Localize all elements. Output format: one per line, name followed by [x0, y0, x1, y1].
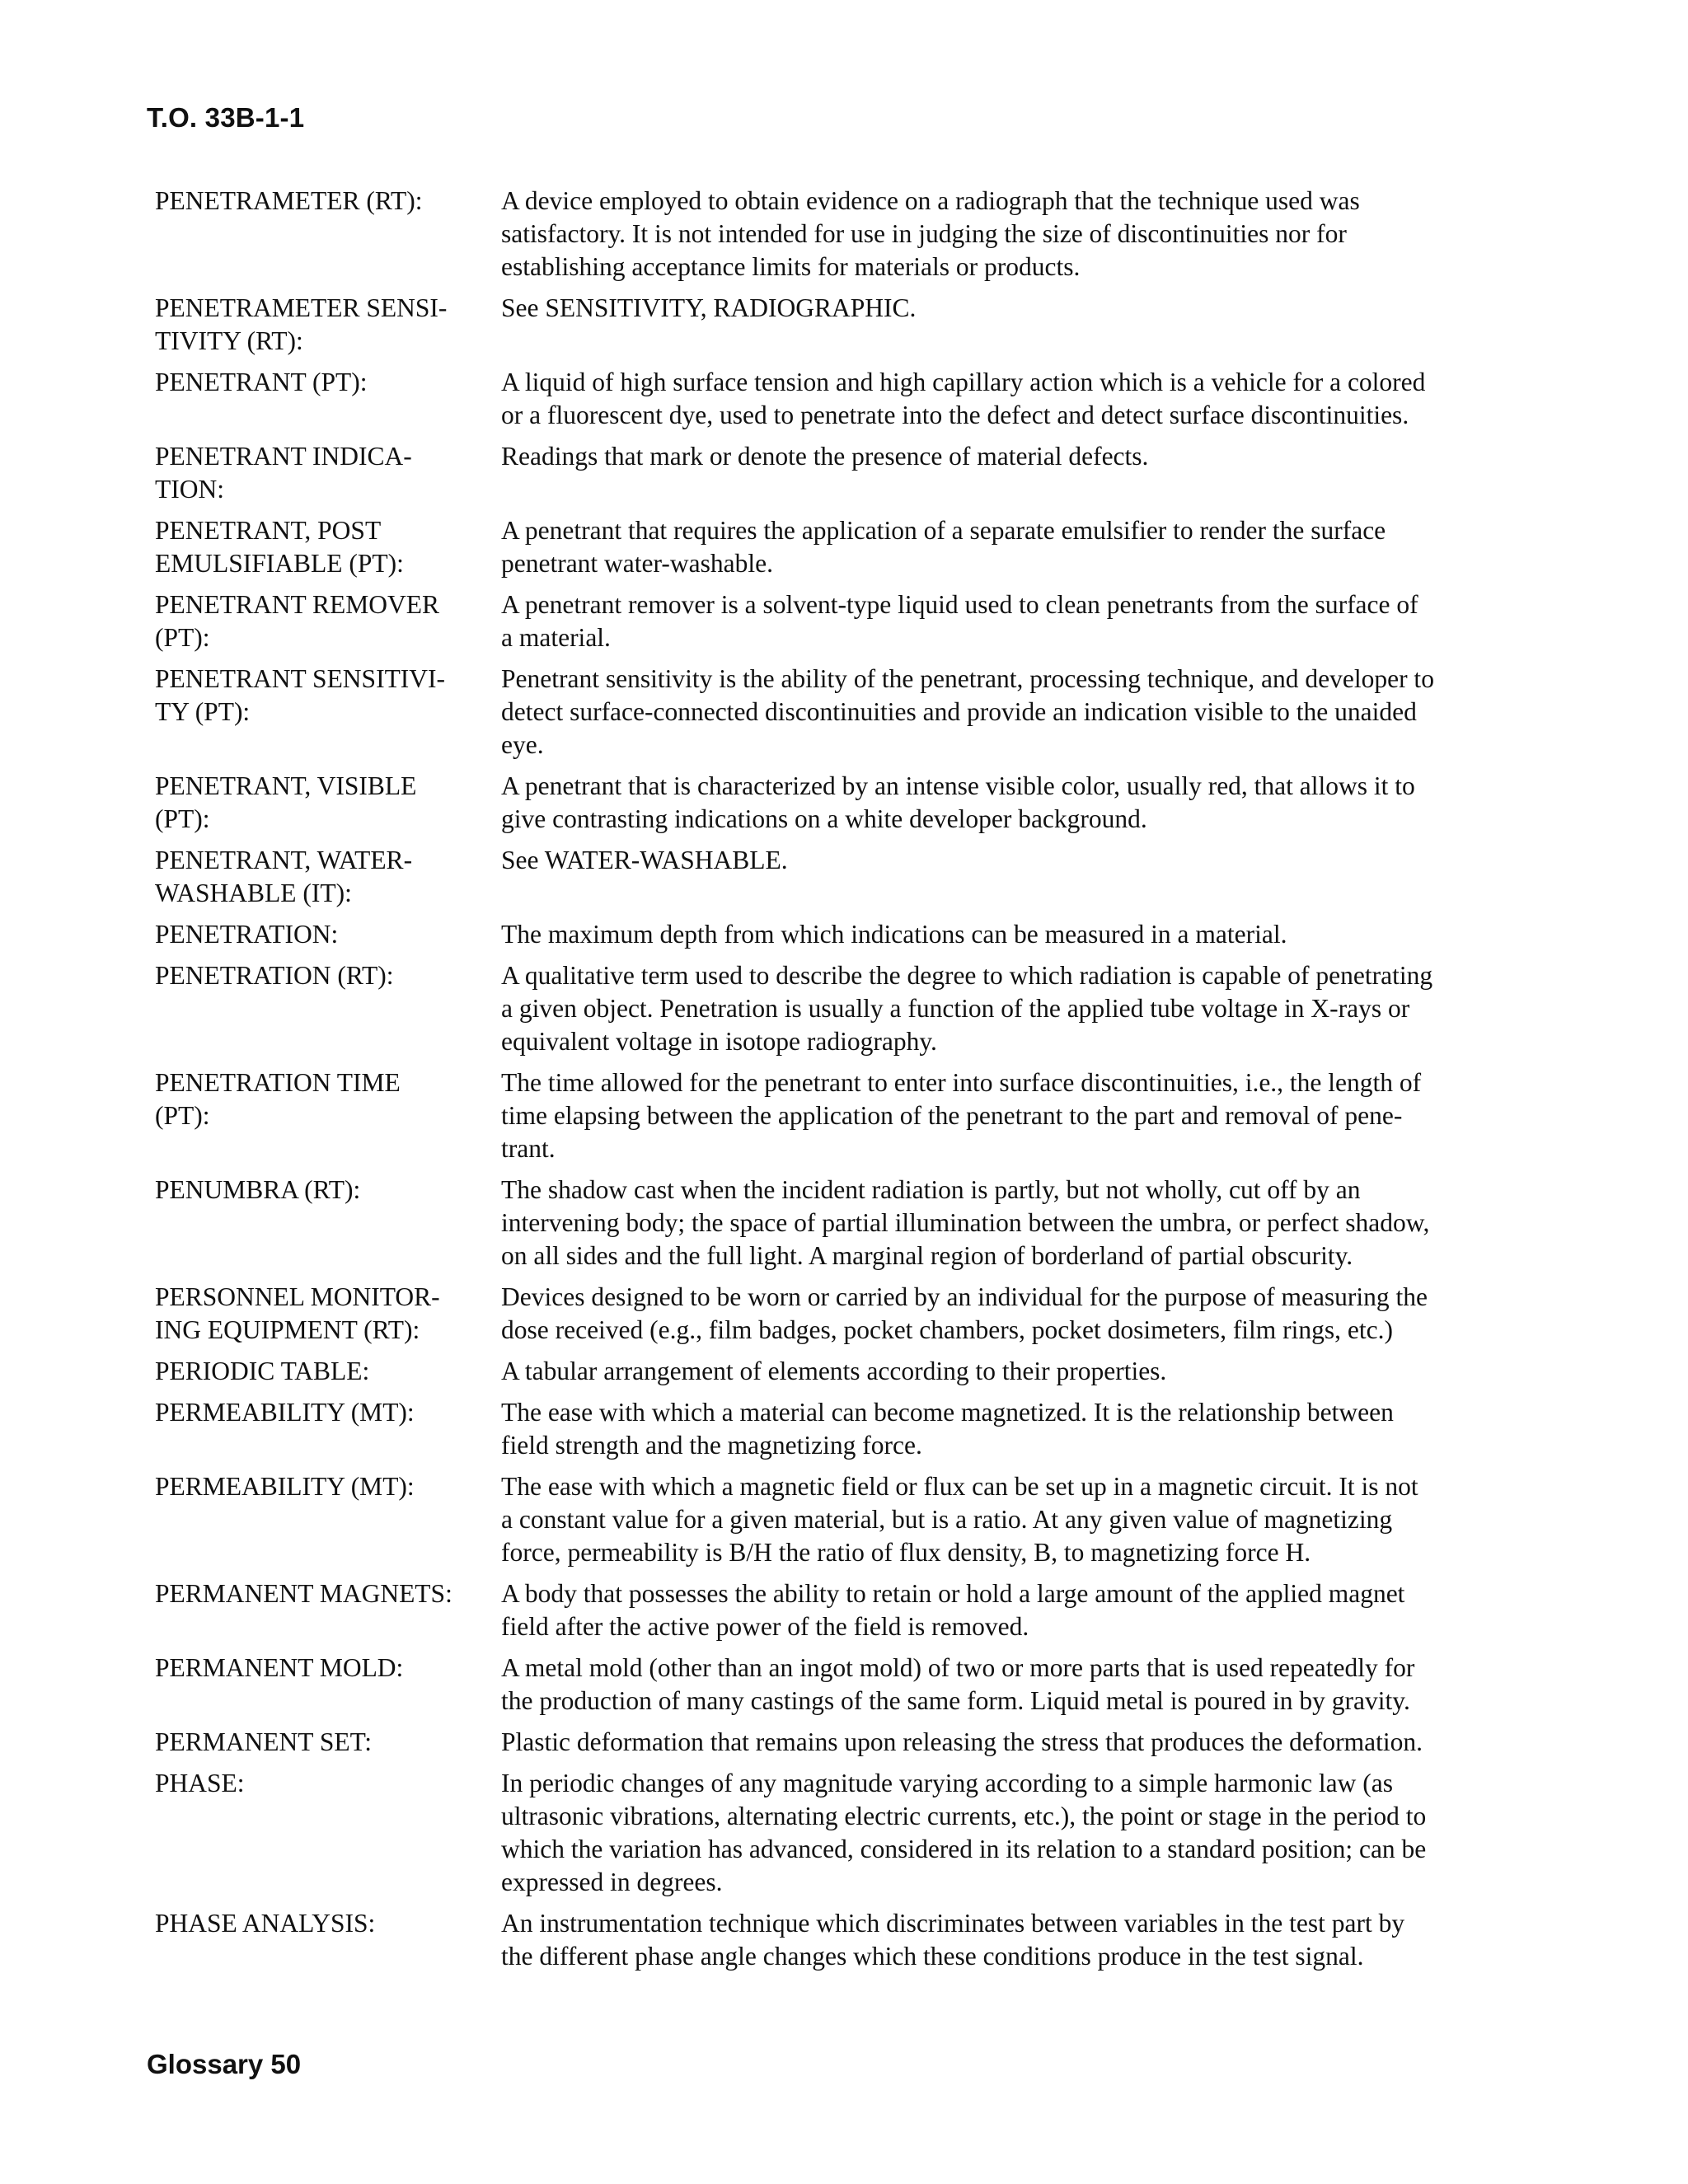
definition-line: time elapsing between the application of the penetrant to the part and removal of pene-: [501, 1101, 1403, 1130]
definition-line: a constant value for a given material, but is a ratio. At any given value of magnetizing: [501, 1505, 1393, 1534]
glossary-entry: [155, 440, 1540, 506]
definition-line: field after the active power of the field is removed.: [501, 1612, 1029, 1641]
definition-line: A body that possesses the ability to retain or hold a large amount of the applied magnet: [501, 1579, 1405, 1608]
term-line: PERMEABILITY (MT):: [155, 1472, 415, 1501]
glossary-definition: [501, 1174, 1523, 1272]
definition-line: A penetrant remover is a solvent-type liquid used to clean penetrants from the surface of: [501, 590, 1418, 619]
term-line: ING EQUIPMENT (RT):: [155, 1315, 420, 1344]
glossary-definition: [501, 366, 1523, 432]
glossary-definition: [501, 1281, 1523, 1347]
document-header: T.O. 33B-1-1: [147, 102, 305, 133]
definition-line: which the variation has advanced, considered in its relation to a standard position; can be: [501, 1835, 1427, 1863]
glossary-definition: [501, 918, 1523, 951]
glossary-term: [155, 770, 501, 836]
glossary-term: [155, 440, 501, 506]
definition-line: A metal mold (other than an ingot mold) of two or more parts that is used repeatedly for: [501, 1653, 1415, 1682]
glossary-definition: [501, 770, 1523, 836]
definition-line: the production of many castings of the same form. Liquid metal is poured in by gravity.: [501, 1686, 1410, 1715]
glossary-definition: [501, 185, 1523, 284]
glossary-entry: [155, 844, 1540, 910]
glossary-term: [155, 1652, 501, 1718]
glossary-entry: [155, 1907, 1540, 1973]
glossary-list: [155, 185, 1540, 1981]
definition-line: trant.: [501, 1134, 556, 1163]
definition-line: detect surface-connected discontinuities and provide an indication visible to the unaided: [501, 697, 1417, 726]
glossary-entry: [155, 1577, 1540, 1643]
term-line: PERMANENT MAGNETS:: [155, 1579, 452, 1608]
definition-line: establishing acceptance limits for materials or products.: [501, 252, 1081, 281]
glossary-term: [155, 292, 501, 358]
glossary-term: [155, 185, 501, 284]
glossary-term: [155, 1174, 501, 1272]
glossary-entry: [155, 959, 1540, 1058]
glossary-definition: [501, 1577, 1523, 1643]
glossary-entry: [155, 663, 1540, 762]
glossary-definition: [501, 663, 1523, 762]
term-line: PERMANENT MOLD:: [155, 1653, 404, 1682]
glossary-term: [155, 1767, 501, 1899]
term-line: PERMEABILITY (MT):: [155, 1398, 415, 1427]
term-line: PENETRANT SENSITIVI-: [155, 664, 446, 693]
glossary-term: [155, 1066, 501, 1165]
glossary-term: [155, 514, 501, 580]
term-line: PENETRAMETER (RT):: [155, 186, 423, 215]
definition-line: field strength and the magnetizing force.: [501, 1431, 922, 1460]
definition-line: give contrasting indications on a white developer background.: [501, 804, 1147, 833]
term-line: PERMANENT SET:: [155, 1727, 372, 1756]
definition-line: expressed in degrees.: [501, 1868, 723, 1896]
definition-line: penetrant water-washable.: [501, 549, 773, 578]
term-line: TIVITY (RT):: [155, 326, 303, 355]
page-footer: Glossary 50: [147, 2049, 302, 2079]
term-line: PERSONNEL MONITOR-: [155, 1282, 440, 1311]
glossary-definition: [501, 1652, 1523, 1718]
term-line: PENETRANT, VISIBLE: [155, 771, 417, 800]
definition-line: A penetrant that is characterized by an intense visible color, usually red, that allows it to: [501, 771, 1415, 800]
definition-line: A tabular arrangement of elements according to their properties.: [501, 1357, 1167, 1385]
glossary-entry: [155, 366, 1540, 432]
glossary-definition: [501, 1066, 1523, 1165]
term-line: PHASE:: [155, 1769, 245, 1797]
glossary-entry: [155, 514, 1540, 580]
term-line: PENETRATION (RT):: [155, 961, 394, 990]
term-line: PENETRAMETER SENSI-: [155, 293, 448, 322]
definition-line: a material.: [501, 623, 611, 652]
glossary-definition: [501, 844, 1523, 910]
term-line: TY (PT):: [155, 697, 251, 726]
glossary-entry: [155, 1396, 1540, 1462]
definition-line: satisfactory. It is not intended for use in judging the size of discontinuities nor for: [501, 219, 1347, 248]
glossary-entry: [155, 185, 1540, 284]
glossary-term: [155, 1281, 501, 1347]
definition-line: The shadow cast when the incident radiation is partly, but not wholly, cut off by an: [501, 1175, 1361, 1204]
glossary-entry: [155, 588, 1540, 654]
definition-line: The ease with which a magnetic field or flux can be set up in a magnetic circuit. It is not: [501, 1472, 1418, 1501]
term-line: PENETRANT REMOVER: [155, 590, 440, 619]
definition-line: equivalent voltage in isotope radiography.: [501, 1027, 937, 1056]
glossary-definition: [501, 1470, 1523, 1569]
term-line: PHASE ANALYSIS:: [155, 1909, 376, 1938]
glossary-term: [155, 1396, 501, 1462]
definition-line: Devices designed to be worn or carried by an individual for the purpose of measuring the: [501, 1282, 1428, 1311]
term-line: PENETRANT, WATER-: [155, 846, 413, 874]
glossary-entry: [155, 1281, 1540, 1347]
definition-line: a given object. Penetration is usually a function of the applied tube voltage in X-rays or: [501, 994, 1410, 1023]
definition-line: See WATER-WASHABLE.: [501, 846, 788, 874]
definition-line: A device employed to obtain evidence on a radiograph that the technique used was: [501, 186, 1360, 215]
glossary-entry: [155, 1174, 1540, 1272]
glossary-entry: [155, 770, 1540, 836]
glossary-entry: [155, 1652, 1540, 1718]
term-line: PENETRANT INDICA-: [155, 442, 412, 471]
glossary-definition: [501, 588, 1523, 654]
definition-line: Plastic deformation that remains upon releasing the stress that produces the deformation.: [501, 1727, 1423, 1756]
definition-line: Readings that mark or denote the presence of material defects.: [501, 442, 1149, 471]
definition-line: eye.: [501, 730, 544, 759]
definition-line: or a fluorescent dye, used to penetrate into the defect and detect surface discontinuities.: [501, 401, 1409, 429]
glossary-entry: [155, 1470, 1540, 1569]
glossary-definition: [501, 1355, 1523, 1388]
term-line: TION:: [155, 475, 224, 504]
glossary-term: [155, 918, 501, 951]
glossary-definition: [501, 959, 1523, 1058]
term-line: (PT):: [155, 1101, 210, 1130]
glossary-term: [155, 588, 501, 654]
glossary-definition: [501, 292, 1523, 358]
glossary-term: [155, 1577, 501, 1643]
term-line: PENETRATION TIME: [155, 1068, 401, 1097]
glossary-term: [155, 366, 501, 432]
glossary-entry: [155, 1726, 1540, 1759]
term-line: PERIODIC TABLE:: [155, 1357, 370, 1385]
definition-line: In periodic changes of any magnitude varying according to a simple harmonic law (as: [501, 1769, 1394, 1797]
glossary-term: [155, 663, 501, 762]
glossary-term: [155, 1907, 501, 1973]
glossary-definition: [501, 1396, 1523, 1462]
definition-line: dose received (e.g., film badges, pocket chambers, pocket dosimeters, film rings, etc.): [501, 1315, 1394, 1344]
glossary-entry: [155, 1355, 1540, 1388]
glossary-entry: [155, 1066, 1540, 1165]
definition-line: the different phase angle changes which these conditions produce in the test signal.: [501, 1942, 1364, 1971]
glossary-term: [155, 959, 501, 1058]
glossary-term: [155, 1726, 501, 1759]
definition-line: ultrasonic vibrations, alternating electric currents, etc.), the point or stage in the period to: [501, 1802, 1427, 1830]
term-line: (PT):: [155, 623, 210, 652]
glossary-definition: [501, 514, 1523, 580]
definition-line: A penetrant that requires the application of a separate emulsifier to render the surface: [501, 516, 1386, 545]
definition-line: The time allowed for the penetrant to enter into surface discontinuities, i.e., the length of: [501, 1068, 1422, 1097]
glossary-entry: [155, 1767, 1540, 1899]
glossary-entry: [155, 292, 1540, 358]
definition-line: The ease with which a material can become magnetized. It is the relationship between: [501, 1398, 1394, 1427]
definition-line: force, permeability is B/H the ratio of flux density, B, to magnetizing force H.: [501, 1538, 1311, 1567]
definition-line: A qualitative term used to describe the degree to which radiation is capable of penetrating: [501, 961, 1433, 990]
definition-line: intervening body; the space of partial illumination between the umbra, or perfect shadow,: [501, 1208, 1430, 1237]
term-line: WASHABLE (IT):: [155, 879, 352, 907]
term-line: PENETRANT, POST: [155, 516, 382, 545]
term-line: PENETRANT (PT):: [155, 368, 368, 396]
term-line: PENUMBRA (RT):: [155, 1175, 361, 1204]
definition-line: on all sides and the full light. A marginal region of borderland of partial obscurity.: [501, 1241, 1353, 1270]
glossary-term: [155, 1355, 501, 1388]
glossary-definition: [501, 1907, 1523, 1973]
glossary-term: [155, 1470, 501, 1569]
term-line: PENETRATION:: [155, 920, 339, 949]
definition-line: Penetrant sensitivity is the ability of the penetrant, processing technique, and developer to: [501, 664, 1434, 693]
glossary-definition: [501, 440, 1523, 506]
glossary-term: [155, 844, 501, 910]
glossary-definition: [501, 1726, 1523, 1759]
definition-line: The maximum depth from which indications can be measured in a material.: [501, 920, 1287, 949]
definition-line: See SENSITIVITY, RADIOGRAPHIC.: [501, 293, 917, 322]
glossary-entry: [155, 918, 1540, 951]
definition-line: An instrumentation technique which discriminates between variables in the test part by: [501, 1909, 1405, 1938]
glossary-definition: [501, 1767, 1523, 1899]
term-line: EMULSIFIABLE (PT):: [155, 549, 404, 578]
term-line: (PT):: [155, 804, 210, 833]
definition-line: A liquid of high surface tension and high capillary action which is a vehicle for a colored: [501, 368, 1426, 396]
